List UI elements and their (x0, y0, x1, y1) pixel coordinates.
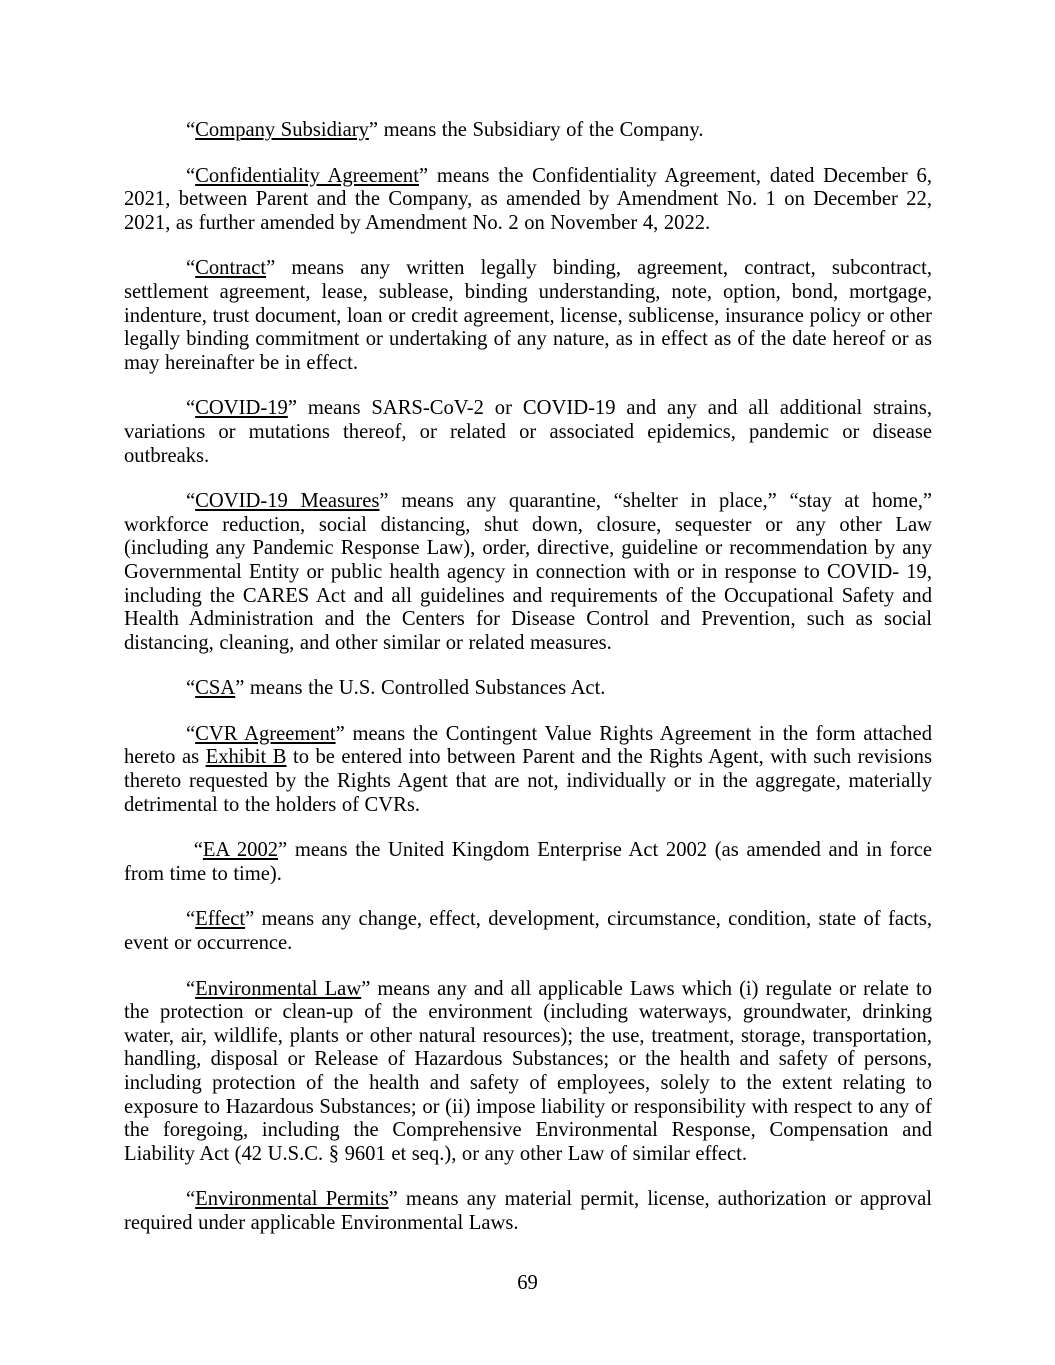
paragraph-text: “ (186, 164, 196, 187)
paragraph-text: “ (186, 397, 196, 420)
paragraph-text: ” means any quarantine, “shelter in place,” “stay at home,” workforce reduction, social distancing, shut down, closure, sequester or any other Law (including any Pandemic Response Law), order, directive, guideline or recommendation by any Governmental Entity or public health agency in connection with or in response to COVID- 19, including the CARES Act and all guidelines and requirements of the Occupational Safety and Health Administration and the Centers for Disease Control and Prevention, such as social distancing, cleaning, and other similar or related measures. (124, 490, 933, 654)
definition-paragraph (124, 119, 932, 143)
defined-term: EA 2002 (202, 839, 279, 862)
paragraph-text: ” means any and all applicable Laws which (i) regulate or relate to the protection or clean-up of the environment (including waterways, groundwater, drinking water, air, wildlife, plants or other natural resources); the use, treatment, storage, transportation, handling, disposal or Release of Hazardous Substances; or the health and safety of persons, including protection of the health and safety of employees, solely to the extent relating to exposure to Hazardous Substances; or (ii) impose liability or responsibility with respect to any of the foregoing, including the Comprehensive Environmental Response, Compensation and Liability Act (42 U.S.C. § 9601 et seq.), or any other Law of similar effect. (124, 977, 932, 1165)
definition-paragraph (124, 908, 932, 955)
paragraph-text: ” means the Confidentiality Agreement, dated December 6, 2021, between Parent and the Company, as amended by Amendment No. 1 on December 22, 2021, as further amended by Amendment No. 2 on November 4, 2022. (124, 164, 932, 234)
paragraph-text: “ (186, 908, 196, 931)
paragraph-text: “ (186, 977, 196, 1000)
paragraph-text: ” means any change, effect, development, circumstance, condition, state of facts, event or occurrence. (124, 908, 932, 955)
definition-paragraph (124, 839, 932, 886)
definition-paragraph (124, 723, 932, 817)
defined-term: Effect (195, 908, 246, 931)
defined-term: COVID-19 (195, 397, 288, 420)
defined-term: Environmental Law (195, 977, 362, 1000)
defined-term: Environmental Permits (195, 1188, 389, 1211)
defined-term: Contract (195, 257, 267, 280)
paragraph-text: “ (186, 677, 196, 700)
page-number: 69 (517, 1272, 538, 1294)
paragraph-text: ” means the United Kingdom Enterprise Act 2002 (as amended and in force from time to time). (124, 839, 932, 885)
paragraph-text: “ (186, 1188, 196, 1211)
paragraph-text: ” means the U.S. Controlled Substances Act. (235, 677, 606, 700)
paragraph-text: to be entered into between Parent and the Rights Agent, with such revisions thereto requested by the Rights Agent that are not, individually or in the aggregate, materially detrimental to the holders of CVRs. (124, 746, 932, 816)
definition-paragraph (124, 397, 932, 468)
defined-term: CVR Agreement (195, 722, 336, 745)
document-content (124, 119, 932, 1236)
paragraph-text: “ (186, 490, 196, 513)
defined-term: Company Subsidiary (195, 119, 369, 141)
paragraph-text: “ (186, 722, 196, 745)
paragraph-text: ” means the Subsidiary of the Company. (368, 119, 704, 141)
paragraph-text: ” means any material permit, license, authorization or approval required under applicable Environmental Laws. (124, 1188, 932, 1234)
definition-paragraph (124, 165, 932, 236)
paragraph-text: “ (186, 119, 196, 141)
definition-paragraph (124, 1188, 932, 1235)
defined-term: Confidentiality Agreement (195, 164, 419, 187)
definition-paragraph (124, 490, 932, 655)
definition-paragraph (124, 257, 932, 375)
paragraph-text: “ (186, 257, 196, 280)
defined-term: Exhibit B (205, 746, 287, 769)
paragraph-text: ” means any written legally binding, agreement, contract, subcontract, settlement agreement, lease, sublease, binding understanding, note, option, bond, mortgage, indenture, trust document, loan or credit agreement, license, sublicense, insurance policy or other legally binding commitment or undertaking of any nature, as in effect as of the date hereof or as may hereinafter be in effect. (124, 257, 932, 374)
defined-term: COVID-19 Measures (195, 490, 380, 513)
paragraph-text: ” means the Contingent Value Rights Agreement in the form attached hereto as (124, 722, 932, 769)
paragraph-text: ” means SARS-CoV-2 or COVID-19 and any and all additional strains, variations or mutations thereof, or related or associated epidemics, pandemic or disease outbreaks. (124, 397, 932, 467)
definition-paragraph (124, 978, 932, 1167)
paragraph-text: “ (186, 839, 203, 862)
definition-paragraph (124, 677, 932, 701)
defined-term: CSA (195, 677, 236, 700)
